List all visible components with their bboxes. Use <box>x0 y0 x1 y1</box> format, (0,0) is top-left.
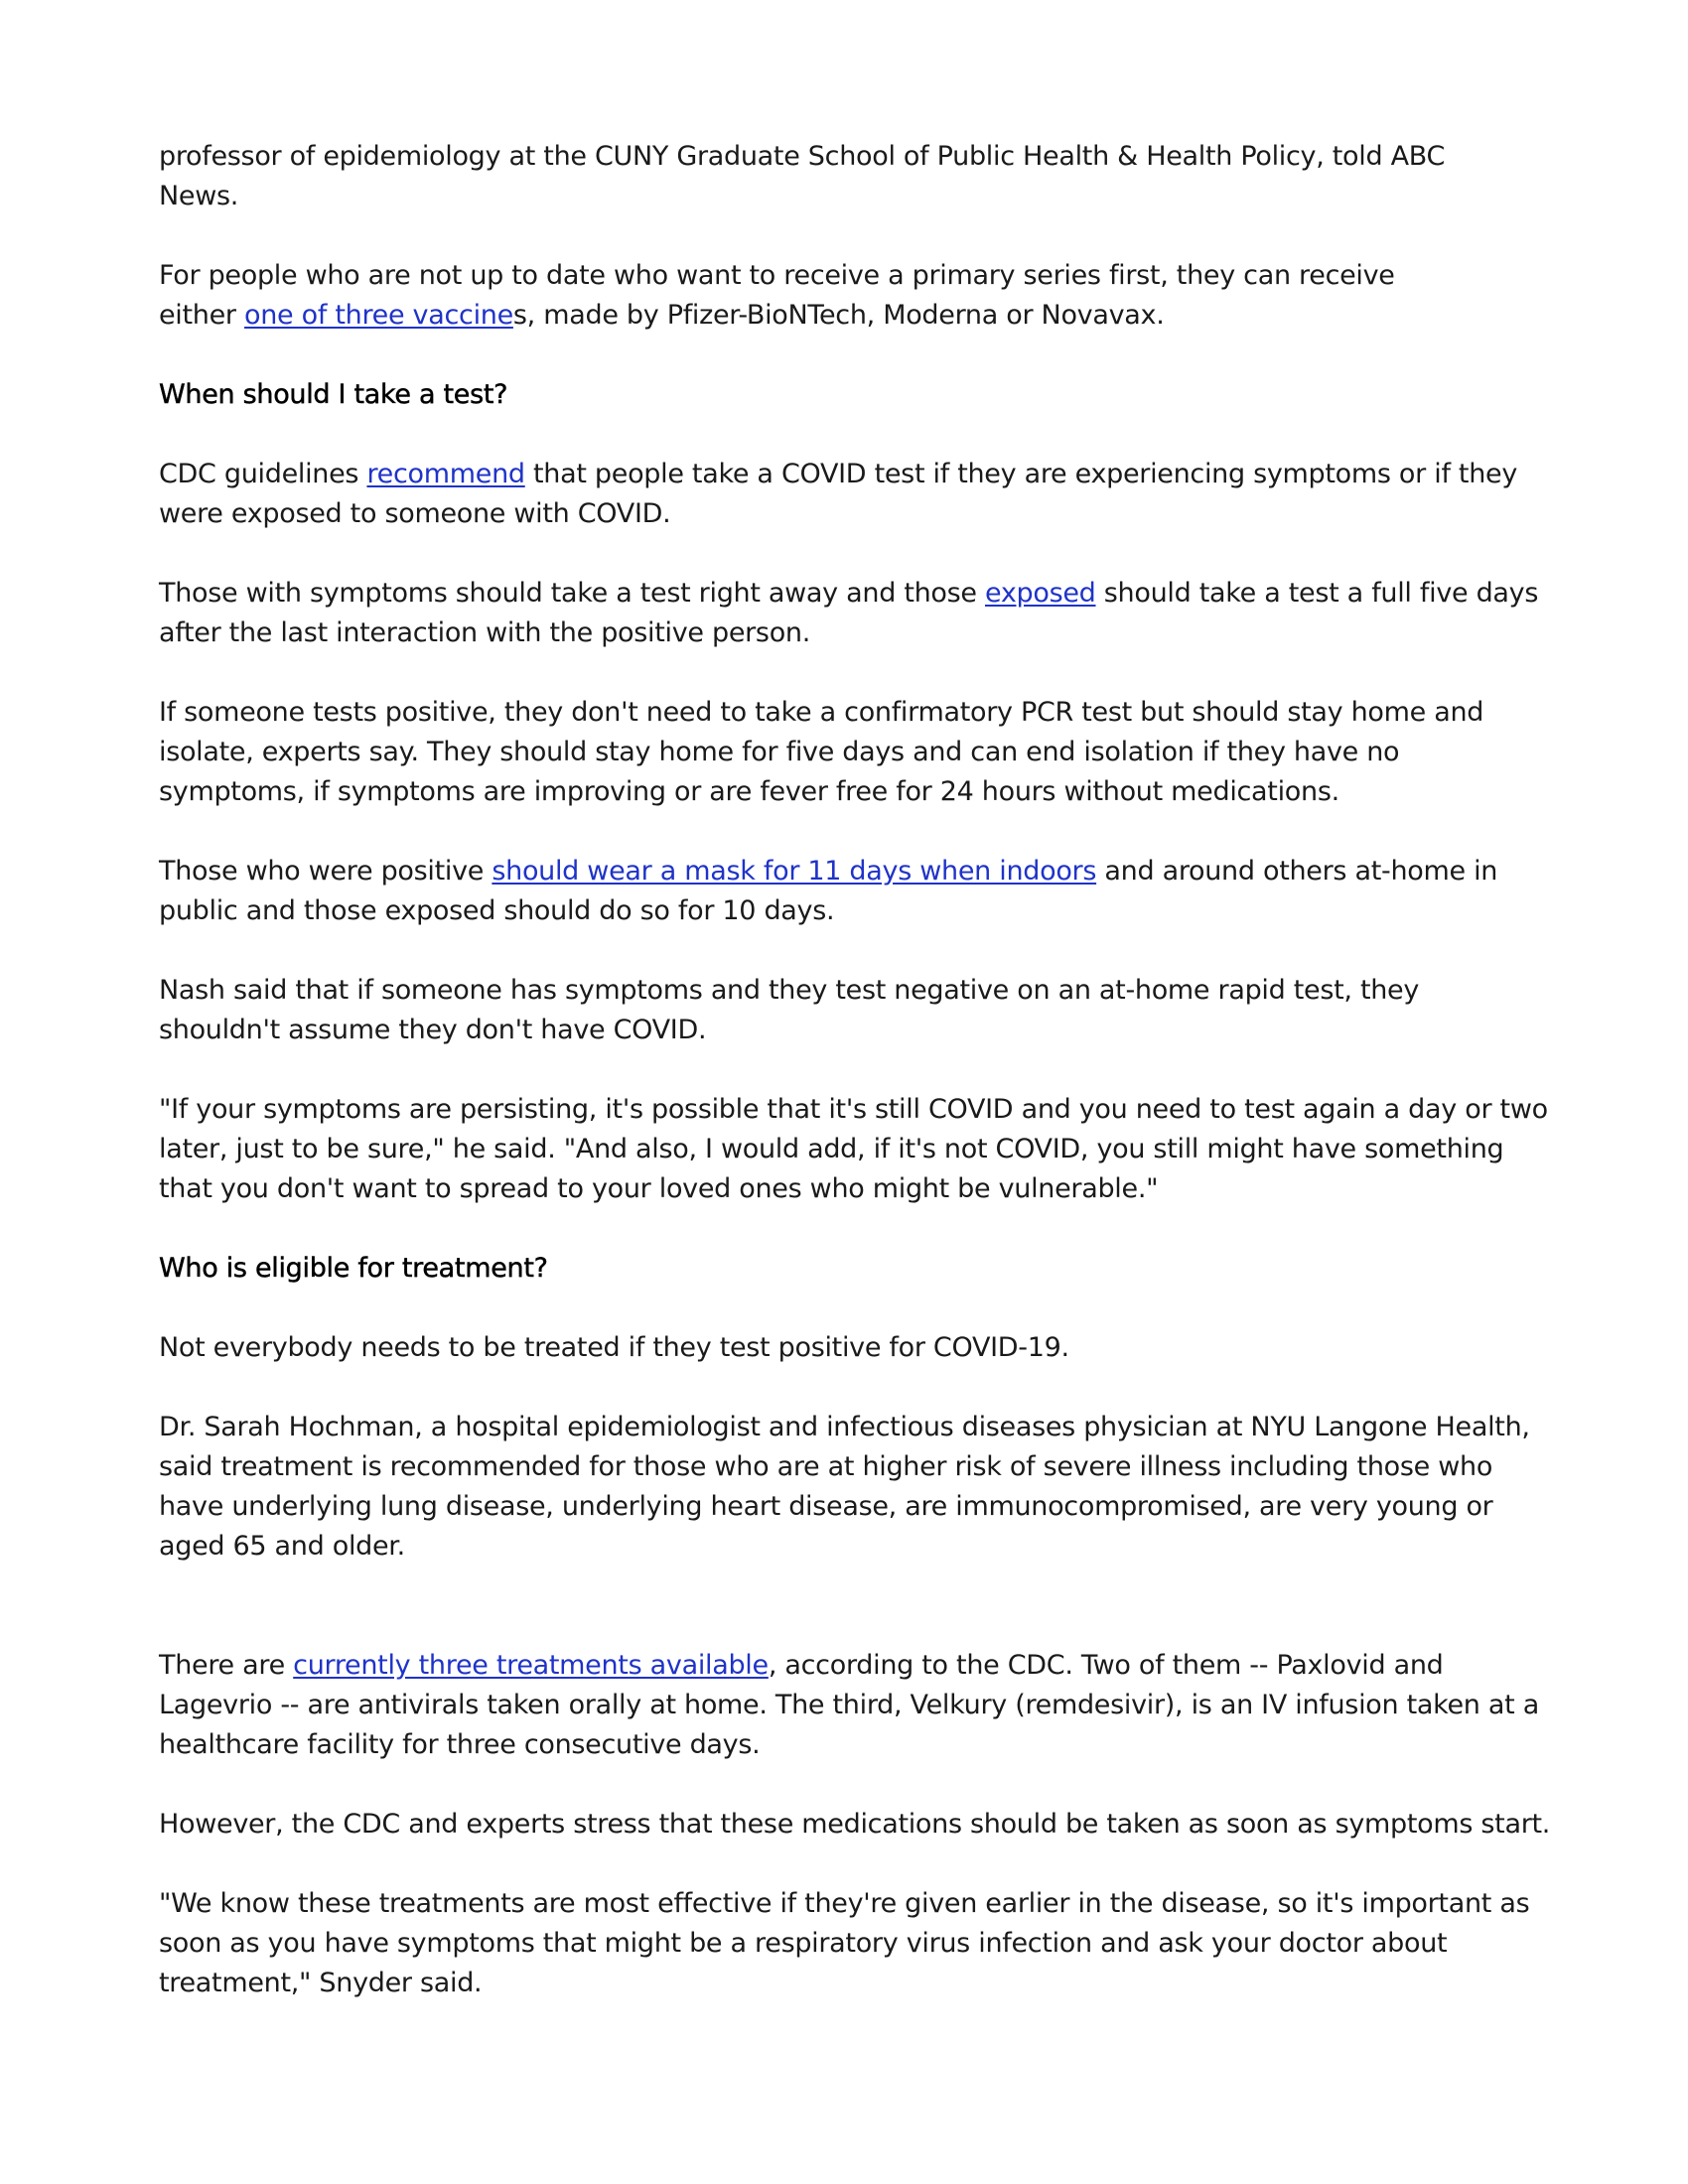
text-line: Dr. Sarah Hochman, a hospital epidemiologist and infectious diseases physician at NYU Langone Health, <box>159 1412 1530 1442</box>
paragraph-primary-series <box>159 256 1549 336</box>
text-fragment: Those who were positive <box>159 856 492 887</box>
paragraph-nash-quote <box>159 1090 1549 1209</box>
text-line <box>159 852 1549 891</box>
paragraph-snyder-quote <box>159 1884 1549 2003</box>
text-fragment: that people take a COVID test if they are experiencing symptoms or if they <box>524 459 1518 489</box>
recommend-link[interactable]: recommend <box>366 459 525 489</box>
text-line <box>159 455 1549 494</box>
text-line <box>159 574 1549 614</box>
text-line: "If your symptoms are persisting, it's possible that it's still COVID and you need to test again a day or two <box>159 1094 1548 1125</box>
text-line: isolate, experts say. They should stay home for five days and can end isolation if they have no <box>159 737 1400 767</box>
text-fragment: , according to the CDC. Two of them -- Paxlovid and <box>768 1650 1444 1681</box>
text-line: public and those exposed should do so for 10 days. <box>159 895 835 926</box>
paragraph-cuny-attribution <box>159 137 1549 216</box>
paragraph-hochman <box>159 1408 1549 1567</box>
text-line: Lagevrio -- are antivirals taken orally at home. The third, Velkury (remdesivir), is an IV infusion taken at a <box>159 1690 1539 1720</box>
text-line: later, just to be sure," he said. "And also, I would add, if it's not COVID, you still might have something <box>159 1134 1504 1164</box>
paragraph-mask <box>159 852 1549 931</box>
text-line <box>159 1646 1549 1686</box>
text-line: after the last interaction with the positive person. <box>159 617 811 648</box>
text-line: soon as you have symptoms that might be a respiratory virus infection and ask your doctor about <box>159 1928 1448 1959</box>
mask-indoors-link[interactable]: should wear a mask for 11 days when indoors <box>492 856 1097 887</box>
paragraph-tests-positive <box>159 693 1549 812</box>
text-line: have underlying lung disease, underlying heart disease, are immunocompromised, are very young or <box>159 1491 1493 1522</box>
blank-space <box>159 1606 1549 1646</box>
heading-when-test: When should I take a test? <box>159 379 508 410</box>
text-line: "We know these treatments are most effective if they're given earlier in the disease, so it's important as <box>159 1888 1530 1919</box>
treatments-available-link[interactable]: currently three treatments available <box>293 1650 769 1681</box>
text-line: aged 65 and older. <box>159 1531 405 1562</box>
heading-eligible-treatment: Who is eligible for treatment? <box>159 1253 548 1284</box>
vaccines-link[interactable]: one of three vaccine <box>244 300 513 331</box>
text-line: professor of epidemiology at the CUNY Graduate School of Public Health & Health Policy, told ABC <box>159 141 1446 172</box>
paragraph-cdc-stress <box>159 1805 1549 1844</box>
paragraph-nash <box>159 971 1549 1050</box>
text-fragment: either <box>159 300 245 331</box>
text-fragment: should take a test a full five days <box>1095 578 1539 609</box>
text-line <box>159 296 1549 336</box>
text-line: Nash said that if someone has symptoms and they test negative on an at-home rapid test, they <box>159 975 1420 1006</box>
exposed-link[interactable]: exposed <box>985 578 1096 609</box>
text-fragment: Those with symptoms should take a test right away and those <box>159 578 985 609</box>
text-line: symptoms, if symptoms are improving or are fever free for 24 hours without medications. <box>159 776 1339 807</box>
paragraph-treatments <box>159 1646 1549 1765</box>
text-line: treatment," Snyder said. <box>159 1968 483 1998</box>
text-line: healthcare facility for three consecutive days. <box>159 1729 761 1760</box>
paragraph-not-everybody <box>159 1328 1549 1368</box>
document-page <box>159 137 1549 2043</box>
text-line: However, the CDC and experts stress that these medications should be taken as soon as symptoms start. <box>159 1809 1551 1840</box>
paragraph-cdc-guidelines <box>159 455 1549 534</box>
text-line: shouldn't assume they don't have COVID. <box>159 1015 707 1045</box>
text-line: News. <box>159 181 239 211</box>
text-line: For people who are not up to date who want to receive a primary series first, they can receive <box>159 260 1395 291</box>
text-fragment: and around others at-home in <box>1096 856 1498 887</box>
paragraph-symptoms-test <box>159 574 1549 653</box>
text-line: If someone tests positive, they don't need to take a confirmatory PCR test but should stay home and <box>159 697 1484 728</box>
text-line: said treatment is recommended for those who are at higher risk of severe illness including those who <box>159 1451 1493 1482</box>
text-fragment: s, made by Pfizer-BioNTech, Moderna or Novavax. <box>512 300 1165 331</box>
text-fragment: There are <box>159 1650 294 1681</box>
text-line: were exposed to someone with COVID. <box>159 498 671 529</box>
text-line: Not everybody needs to be treated if they test positive for COVID-19. <box>159 1332 1069 1363</box>
text-fragment: CDC guidelines <box>159 459 367 489</box>
text-line: that you don't want to spread to your loved ones who might be vulnerable." <box>159 1173 1159 1204</box>
